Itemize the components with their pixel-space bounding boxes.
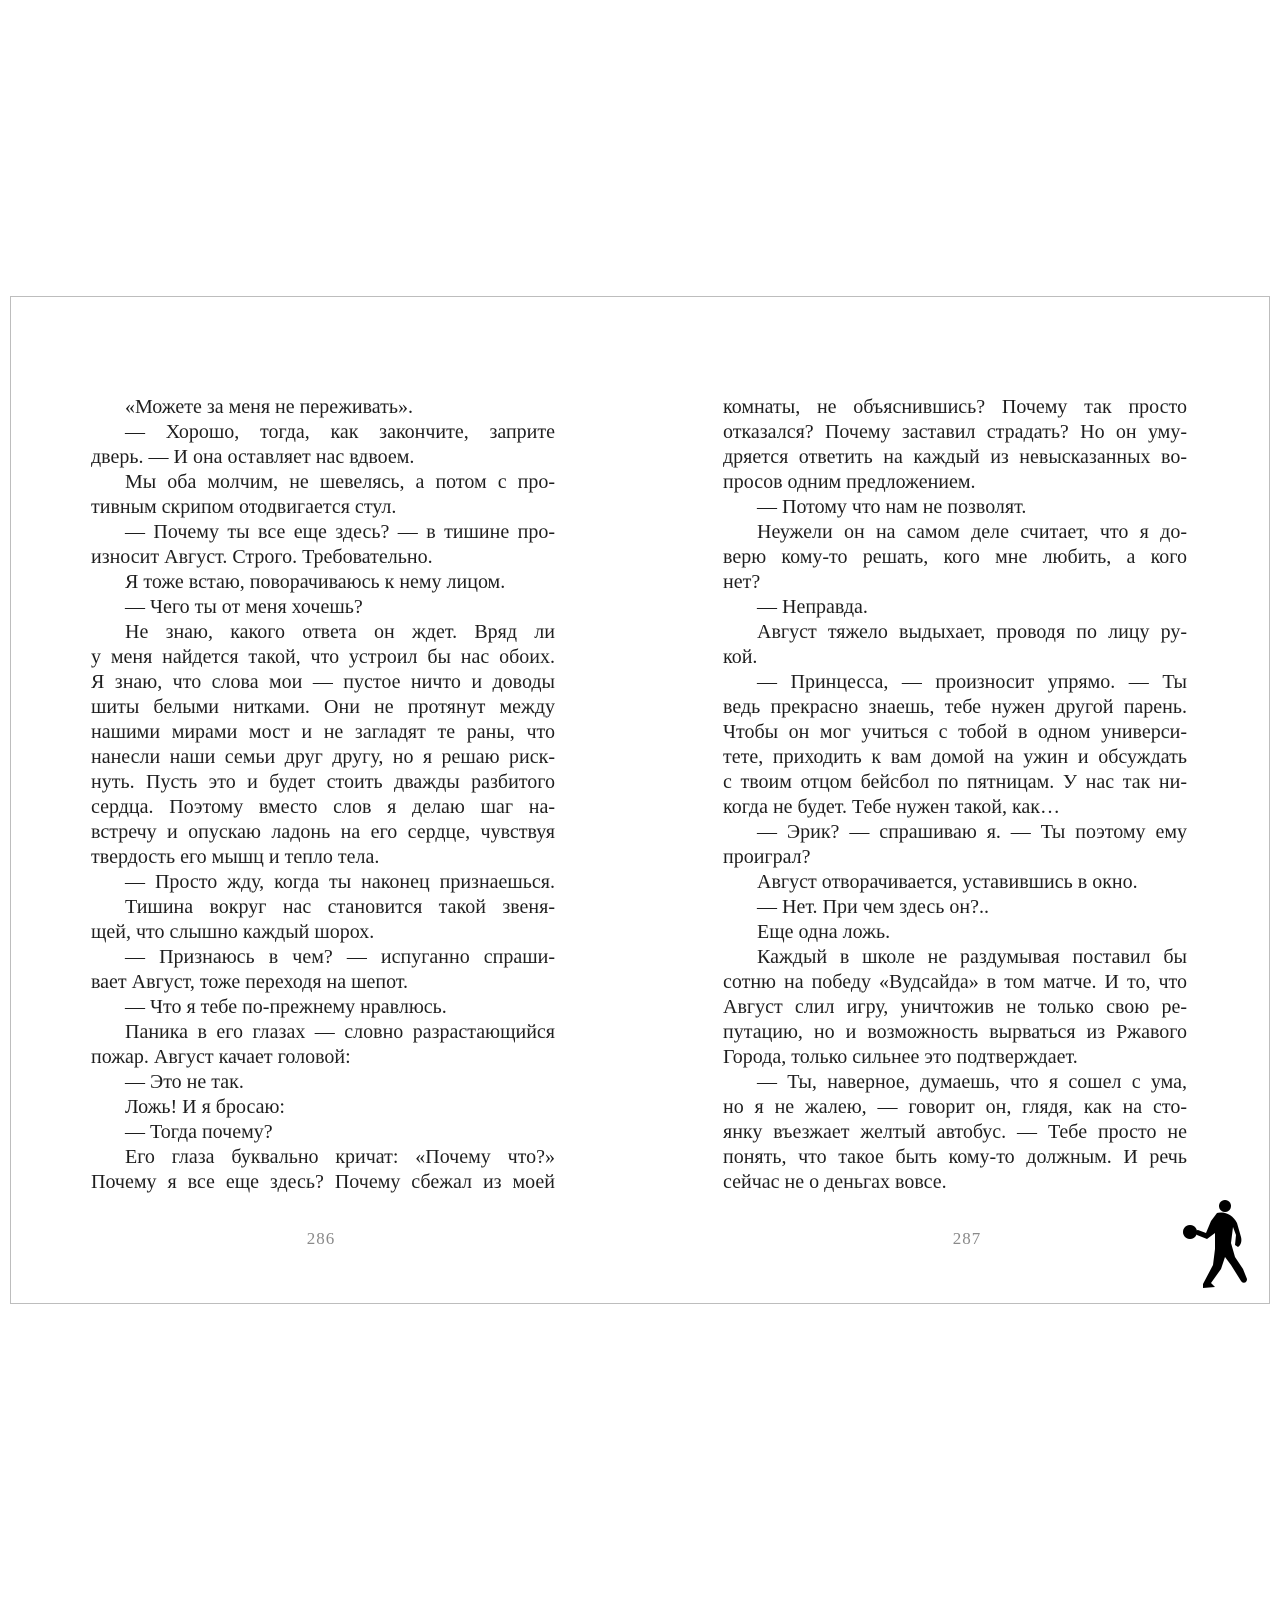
right-page-text-line: Города, только сильнее это подтверждает. [723,1046,1078,1068]
right-page-text-line: — Потому что нам не позволят. [757,496,1027,518]
left-page-text-line: — Хорошо, тогда, как закончите, заприте [125,421,555,443]
left-page-text [91,395,555,1195]
right-page-text-line: сейчас не о деньгах вовсе. [723,1171,947,1193]
left-page-text-line: — Чего ты от меня хочешь? [125,596,363,618]
left-page-text-line: встречу и опускаю ладонь на его сердце, чувствуя [91,821,555,843]
page-number-left: 286 [306,1229,336,1248]
right-page-text-line: — Ты, наверное, думаешь, что я сошел с ума, [757,1071,1187,1093]
right-page-text-line: кой. [723,646,758,668]
left-page-text-line: Я знаю, что слова мои — пустое ничто и доводы [91,671,555,693]
left-page-text-line: Мы оба молчим, не шевелясь, а потом с про- [125,471,555,493]
left-page-text-line: износит Август. Строго. Требовательно. [91,546,433,568]
right-page-text-line: — Эрик? — спрашиваю я. — Ты поэтому ему [757,821,1187,843]
left-page-text-line: — Признаюсь в чем? — испуганно спраши- [125,946,555,968]
right-page-text-line: Еще одна ложь. [757,921,891,943]
right-page-text-line: комнаты, не объяснившись? Почему так просто [723,396,1187,418]
right-page-text-line: Чтобы он мог учиться с тобой в одном универси- [723,721,1187,743]
left-page-text-line: Не знаю, какого ответа он ждет. Вряд ли [125,621,555,643]
right-page-text-line: верю кому-то решать, кого мне любить, а кого [723,546,1187,568]
right-page-text-line: — Нет. При чем здесь он?.. [757,896,989,918]
left-page-text-line: Паника в его глазах — словно разрастающийся [125,1021,555,1043]
right-page-text-line: Неужели он на самом деле считает, что я до- [757,521,1187,543]
left-page-text-line: у меня найдется такой, что устроил бы нас обоих. [91,646,555,668]
left-page-text-line: тивным скрипом отодвигается стул. [91,496,397,518]
left-page-text-line: «Можете за меня не переживать». [125,396,414,418]
left-page-text-line: щей, что слышно каждый шорох. [91,921,375,943]
left-page-text-line: — Просто жду, когда ты наконец признаешься. [125,871,555,893]
book-spread [10,296,1270,1304]
right-page-text-line: ведь прекрасно знаешь, тебе нужен другой парень. [723,696,1187,718]
left-page-text-line: — Что я тебе по-прежнему нравлюсь. [125,996,447,1018]
left-page-text-line: Тишина вокруг нас становится такой звеня- [125,896,555,918]
right-page-text [723,395,1187,1195]
right-page-text-line: сотню на победу «Вудсайда» в том матче. И то, что [723,971,1187,993]
left-page-text-line: — Это не так. [125,1071,244,1093]
left-page-text-line: дверь. — И она оставляет нас вдвоем. [91,446,415,468]
right-page-text-line: тете, приходить к вам домой на ужин и обсуждать [723,746,1187,768]
left-page-text-line: Его глаза буквально кричат: «Почему что?» [125,1146,555,1168]
left-page-text-line: Я тоже встаю, поворачиваюсь к нему лицом. [125,571,506,593]
right-page-text-line: когда не будет. Тебе нужен такой, как… [723,796,1060,818]
right-page-text-line: нет? [723,571,761,593]
left-page-text-line: нуть. Пусть это и будет стоить дважды разбитого [91,771,555,793]
right-page-text-line: понять, что такое быть кому-то должным. И речь [723,1146,1187,1168]
right-page-text-line: Каждый в школе не раздумывая поставил бы [757,946,1187,968]
right-page-text-line: янку въезжает желтый автобус. — Тебе просто не [723,1121,1187,1143]
right-page-text-line: — Принцесса, — произносит упрямо. — Ты [757,671,1187,693]
left-page-text-line: нанесли наши семьи друг другу, но я решаю риск- [91,746,555,768]
left-page-text-line: сердца. Поэтому вместо слов я делаю шаг на- [91,796,555,818]
right-page-text-line: отказался? Почему заставил страдать? Но он уму- [723,421,1187,443]
page-number-right: 287 [952,1229,982,1248]
left-page-text-line: Почему я все еще здесь? Почему сбежал из моей [91,1171,555,1193]
left-page-text-line: шиты белыми нитками. Они не протянут между [91,696,555,718]
left-page-text-line: твердость его мышц и тепло тела. [91,846,380,868]
left-page-text-line: вает Август, тоже переходя на шепот. [91,971,409,993]
right-page-text-line: — Неправда. [757,596,868,618]
right-page-text-line: Август тяжело выдыхает, проводя по лицу ру- [757,621,1187,643]
left-page-text-line: — Почему ты все еще здесь? — в тишине про- [125,521,555,543]
left-page-text-line: Ложь! И я бросаю: [125,1096,285,1118]
right-page-text-line: но я не жалею, — говорит он, глядя, как на сто- [723,1096,1187,1118]
right-page-text-line: Август слил игру, уничтожив не только свою ре- [723,996,1187,1018]
left-page-text-line: нашими мирами мост и не загладят те раны, что [91,721,555,743]
right-page-text-line: дряется ответить на каждый из невысказанных во- [723,446,1187,468]
right-page-text-line: проиграл? [723,846,811,868]
right-page-text-line: Август отворачивается, уставившись в окно. [757,871,1138,893]
left-page-text-line: пожар. Август качает головой: [91,1046,351,1068]
right-page-text-line: путацию, но и возможность вырваться из Ржавого [723,1021,1187,1043]
left-page-text-line: — Тогда почему? [125,1121,273,1143]
basketball-player-silhouette-icon [1181,1199,1251,1291]
right-page-text-line: с твоим отцом бейсбол по пятницам. У нас так ни- [723,771,1187,793]
right-page-text-line: просов одним предложением. [723,471,976,493]
